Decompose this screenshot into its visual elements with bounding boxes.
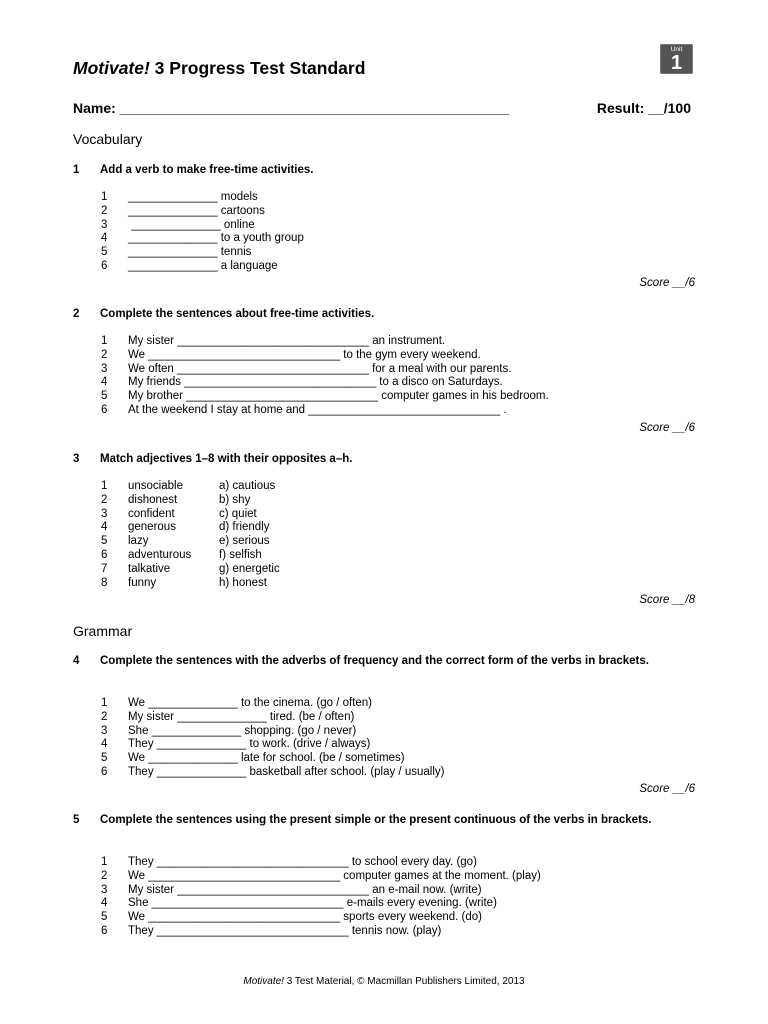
item-row	[101, 925, 541, 939]
name-result-row	[73, 100, 691, 116]
section-vocabulary: Vocabulary	[73, 131, 143, 147]
question-text: Match adjectives 1–8 with their opposites a–h.	[100, 453, 353, 465]
item-text: funny	[128, 576, 157, 589]
item-match-option: a) cautious	[219, 480, 276, 492]
question-3-score: Score __/8	[639, 594, 695, 606]
item-text[interactable]: They ______________ basketball after school. (play / usually)	[128, 765, 445, 778]
item-number: 5	[101, 911, 108, 924]
item-number: 2	[101, 869, 108, 882]
item-row	[101, 363, 549, 377]
item-number: 5	[101, 752, 108, 765]
item-row	[101, 390, 549, 404]
unit-badge-label: Unit	[670, 46, 683, 53]
item-text: confident	[128, 507, 175, 520]
footer-text: 3 Test Material, © Macmillan Publishers Limited, 2013	[283, 976, 525, 987]
item-number: 4	[101, 376, 108, 389]
item-text[interactable]: She ______________________________ e-mails every evening. (write)	[128, 897, 497, 910]
item-text: lazy	[128, 535, 149, 548]
item-number: 3	[101, 883, 108, 896]
item-text[interactable]: We ______________ late for school. (be / sometimes)	[128, 752, 405, 765]
item-row	[101, 376, 549, 390]
question-text: Complete the sentences about free-time activities.	[100, 308, 375, 320]
item-number: 5	[101, 390, 108, 403]
item-text[interactable]: We ______________________________ sports every weekend. (do)	[128, 911, 483, 924]
item-text[interactable]: My brother ______________________________ computer games in his bedroom.	[128, 390, 549, 403]
item-row	[101, 562, 280, 577]
item-text[interactable]: They ______________________________ to school every day. (go)	[128, 856, 477, 868]
question-number: 3	[73, 453, 80, 465]
title-rest: 3 Progress Test Standard	[149, 58, 366, 78]
item-number: 1	[101, 697, 108, 709]
item-number: 3	[101, 218, 108, 231]
item-row	[101, 752, 444, 766]
question-5-items	[101, 856, 541, 939]
item-number: 1	[101, 335, 108, 347]
item-number: 3	[101, 362, 108, 375]
question-text: Complete the sentences with the adverbs of frequency and the correct form of the verbs in brackets.	[100, 655, 649, 667]
item-row	[101, 856, 541, 870]
item-row	[101, 738, 444, 752]
item-number: 1	[101, 480, 108, 492]
footer	[0, 976, 768, 987]
item-match-option: h) honest	[219, 576, 267, 589]
item-text[interactable]: She ______________ shopping. (go / never)	[128, 724, 357, 737]
item-row	[101, 535, 270, 549]
question-text: Add a verb to make free-time activities.	[100, 164, 314, 176]
item-text[interactable]: At the weekend I stay at home and ______________________________ .	[128, 403, 507, 416]
item-row	[101, 697, 444, 711]
item-row	[101, 493, 251, 508]
item-text[interactable]: My sister ______________________________ an instrument.	[128, 335, 446, 347]
item-text[interactable]: We often ______________________________ for a meal with our parents.	[128, 362, 512, 375]
item-row	[101, 548, 262, 563]
item-number: 4	[101, 232, 108, 245]
question-1-items	[101, 191, 304, 274]
item-row	[101, 870, 541, 884]
item-number: 8	[101, 576, 108, 589]
question-number: 1	[73, 164, 80, 176]
item-number: 5	[101, 246, 108, 259]
question-2-items	[101, 335, 549, 418]
item-match-option: b) shy	[219, 493, 251, 506]
result-field[interactable]: Result: __/100	[596, 100, 691, 116]
footer-brand: Motivate!	[243, 976, 284, 987]
item-row	[101, 260, 304, 274]
item-number: 4	[101, 738, 108, 751]
item-row	[101, 507, 257, 522]
item-number: 6	[101, 765, 108, 778]
item-number: 7	[101, 562, 108, 575]
item-row	[101, 219, 304, 233]
item-text[interactable]: They ______________________________ tennis now. (play)	[128, 924, 442, 937]
question-2-score: Score __/6	[639, 422, 695, 434]
item-match-option: e) serious	[219, 535, 270, 548]
item-row	[101, 576, 267, 591]
item-match-option: g) energetic	[219, 562, 280, 575]
item-row	[101, 897, 541, 911]
item-number: 6	[101, 548, 108, 561]
item-number: 4	[101, 521, 108, 534]
item-row	[101, 884, 541, 898]
section-grammar: Grammar	[73, 623, 133, 639]
item-row	[101, 232, 304, 246]
item-text: dishonest	[128, 493, 178, 506]
item-number: 6	[101, 403, 108, 416]
item-text[interactable]: We ______________________________ to the gym every weekend.	[128, 348, 481, 361]
item-number: 1	[101, 856, 108, 868]
name-field[interactable]: Name: __________________________________________________	[73, 100, 509, 116]
item-text: adventurous	[128, 548, 192, 561]
item-row	[101, 205, 304, 219]
item-number: 5	[101, 535, 108, 548]
item-text[interactable]: ______________ tennis	[128, 246, 252, 259]
item-text[interactable]: My sister ______________ tired. (be / often)	[128, 710, 355, 723]
question-number: 4	[73, 655, 80, 667]
item-match-option: d) friendly	[219, 521, 270, 534]
item-match-option: c) quiet	[219, 507, 257, 520]
item-text: generous	[128, 521, 176, 534]
question-4-score: Score __/6	[639, 783, 695, 795]
question-3-items	[101, 480, 280, 590]
question-number: 5	[73, 814, 80, 826]
item-text[interactable]: We ______________________________ computer games at the moment. (play)	[128, 869, 541, 882]
item-row	[101, 335, 549, 349]
item-row	[101, 521, 270, 535]
item-row	[101, 725, 444, 739]
item-number: 2	[101, 348, 108, 361]
item-match-option: f) selfish	[219, 548, 262, 561]
item-text[interactable]: ______________ online	[128, 218, 255, 231]
item-number: 2	[101, 493, 108, 506]
item-text[interactable]: ______________ models	[128, 191, 258, 203]
item-row	[101, 911, 541, 925]
item-text: unsociable	[128, 480, 183, 492]
item-row	[101, 404, 549, 418]
item-row	[101, 246, 304, 260]
question-text: Complete the sentences using the present simple or the present continuous of the verbs in brackets.	[100, 814, 652, 826]
question-1-score: Score __/6	[639, 277, 695, 289]
item-row	[101, 766, 444, 780]
item-number: 4	[101, 897, 108, 910]
item-row	[101, 349, 549, 363]
item-row	[101, 480, 276, 494]
item-text[interactable]: They ______________ to work. (drive / always)	[128, 738, 371, 751]
unit-badge-number: 1	[670, 52, 683, 74]
item-text[interactable]: ______________ cartoons	[128, 204, 265, 217]
unit-badge	[660, 44, 693, 74]
item-number: 2	[101, 204, 108, 217]
question-4-items	[101, 697, 444, 780]
title-brand: Motivate!	[73, 58, 150, 78]
page-title	[73, 58, 365, 79]
question-number: 2	[73, 308, 80, 320]
item-number: 2	[101, 710, 108, 723]
item-text[interactable]: ______________ a language	[128, 259, 278, 272]
item-number: 3	[101, 507, 108, 520]
item-row	[101, 711, 444, 725]
item-number: 6	[101, 924, 108, 937]
item-row	[101, 191, 304, 205]
item-text[interactable]: ______________ to a youth group	[128, 232, 304, 245]
item-number: 3	[101, 724, 108, 737]
item-number: 1	[101, 191, 108, 203]
item-number: 6	[101, 259, 108, 272]
item-text[interactable]: My sister ______________________________ an e-mail now. (write)	[128, 883, 482, 896]
item-text[interactable]: We ______________ to the cinema. (go / often)	[128, 697, 373, 709]
item-text[interactable]: My friends ______________________________ to a disco on Saturdays.	[128, 376, 503, 389]
item-text: talkative	[128, 562, 171, 575]
